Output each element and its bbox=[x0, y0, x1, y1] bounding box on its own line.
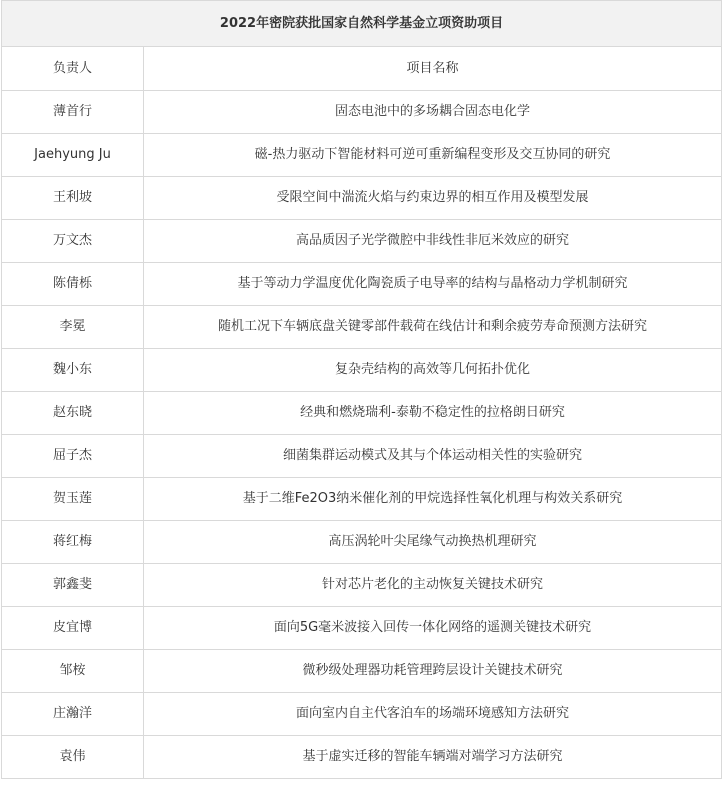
cell-project-title: 细菌集群运动模式及其与个体运动相关性的实验研究 bbox=[144, 435, 722, 478]
table-row bbox=[2, 263, 722, 306]
column-header-project: 项目名称 bbox=[144, 47, 722, 91]
table-row bbox=[2, 349, 722, 392]
cell-leader: 王利坡 bbox=[2, 177, 144, 220]
cell-leader: 贺玉莲 bbox=[2, 478, 144, 521]
cell-leader: 魏小东 bbox=[2, 349, 144, 392]
cell-leader: 陈倩栎 bbox=[2, 263, 144, 306]
table-row bbox=[2, 564, 722, 607]
cell-project-title: 微秒级处理器功耗管理跨层设计关键技术研究 bbox=[144, 650, 722, 693]
table-row bbox=[2, 521, 722, 564]
cell-leader: 庄瀚洋 bbox=[2, 693, 144, 736]
table-row bbox=[2, 478, 722, 521]
table-row bbox=[2, 306, 722, 349]
cell-leader: 袁伟 bbox=[2, 736, 144, 779]
funded-projects-table-container bbox=[1, 0, 721, 779]
table-row bbox=[2, 693, 722, 736]
cell-project-title: 复杂壳结构的高效等几何拓扑优化 bbox=[144, 349, 722, 392]
table-row bbox=[2, 177, 722, 220]
cell-leader: 蒋红梅 bbox=[2, 521, 144, 564]
cell-leader: 薄首行 bbox=[2, 91, 144, 134]
cell-project-title: 磁-热力驱动下智能材料可逆可重新编程变形及交互协同的研究 bbox=[144, 134, 722, 177]
cell-project-title: 面向5G毫米波接入回传一体化网络的遥测关键技术研究 bbox=[144, 607, 722, 650]
cell-project-title: 基于等动力学温度优化陶瓷质子电导率的结构与晶格动力学机制研究 bbox=[144, 263, 722, 306]
cell-leader: 李冕 bbox=[2, 306, 144, 349]
table-row bbox=[2, 435, 722, 478]
cell-leader: 郭鑫斐 bbox=[2, 564, 144, 607]
cell-project-title: 随机工况下车辆底盘关键零部件载荷在线估计和剩余疲劳寿命预测方法研究 bbox=[144, 306, 722, 349]
cell-leader: 万文杰 bbox=[2, 220, 144, 263]
cell-leader: 赵东晓 bbox=[2, 392, 144, 435]
cell-project-title: 固态电池中的多场耦合固态电化学 bbox=[144, 91, 722, 134]
cell-leader: 邹桉 bbox=[2, 650, 144, 693]
cell-leader: 屈子杰 bbox=[2, 435, 144, 478]
table-row bbox=[2, 650, 722, 693]
cell-project-title: 针对芯片老化的主动恢复关键技术研究 bbox=[144, 564, 722, 607]
table-row bbox=[2, 392, 722, 435]
cell-leader: Jaehyung Ju bbox=[2, 134, 144, 177]
table-header-row bbox=[2, 47, 722, 91]
cell-project-title: 受限空间中湍流火焰与约束边界的相互作用及模型发展 bbox=[144, 177, 722, 220]
table-caption: 2022年密院获批国家自然科学基金立项资助项目 bbox=[2, 1, 722, 47]
cell-project-title: 面向室内自主代客泊车的场端环境感知方法研究 bbox=[144, 693, 722, 736]
cell-project-title: 经典和燃烧瑞利-泰勒不稳定性的拉格朗日研究 bbox=[144, 392, 722, 435]
cell-leader: 皮宜博 bbox=[2, 607, 144, 650]
cell-project-title: 基于虚实迁移的智能车辆端对端学习方法研究 bbox=[144, 736, 722, 779]
table-row bbox=[2, 607, 722, 650]
cell-project-title: 高压涡轮叶尖尾缘气动换热机理研究 bbox=[144, 521, 722, 564]
table-body bbox=[2, 1, 722, 779]
column-header-leader: 负责人 bbox=[2, 47, 144, 91]
cell-project-title: 基于二维Fe2O3纳米催化剂的甲烷选择性氧化机理与构效关系研究 bbox=[144, 478, 722, 521]
table-caption-row bbox=[2, 1, 722, 47]
table-row bbox=[2, 220, 722, 263]
cell-project-title: 高品质因子光学微腔中非线性非厄米效应的研究 bbox=[144, 220, 722, 263]
table-row bbox=[2, 91, 722, 134]
funded-projects-table bbox=[1, 0, 722, 779]
table-row bbox=[2, 736, 722, 779]
table-row bbox=[2, 134, 722, 177]
